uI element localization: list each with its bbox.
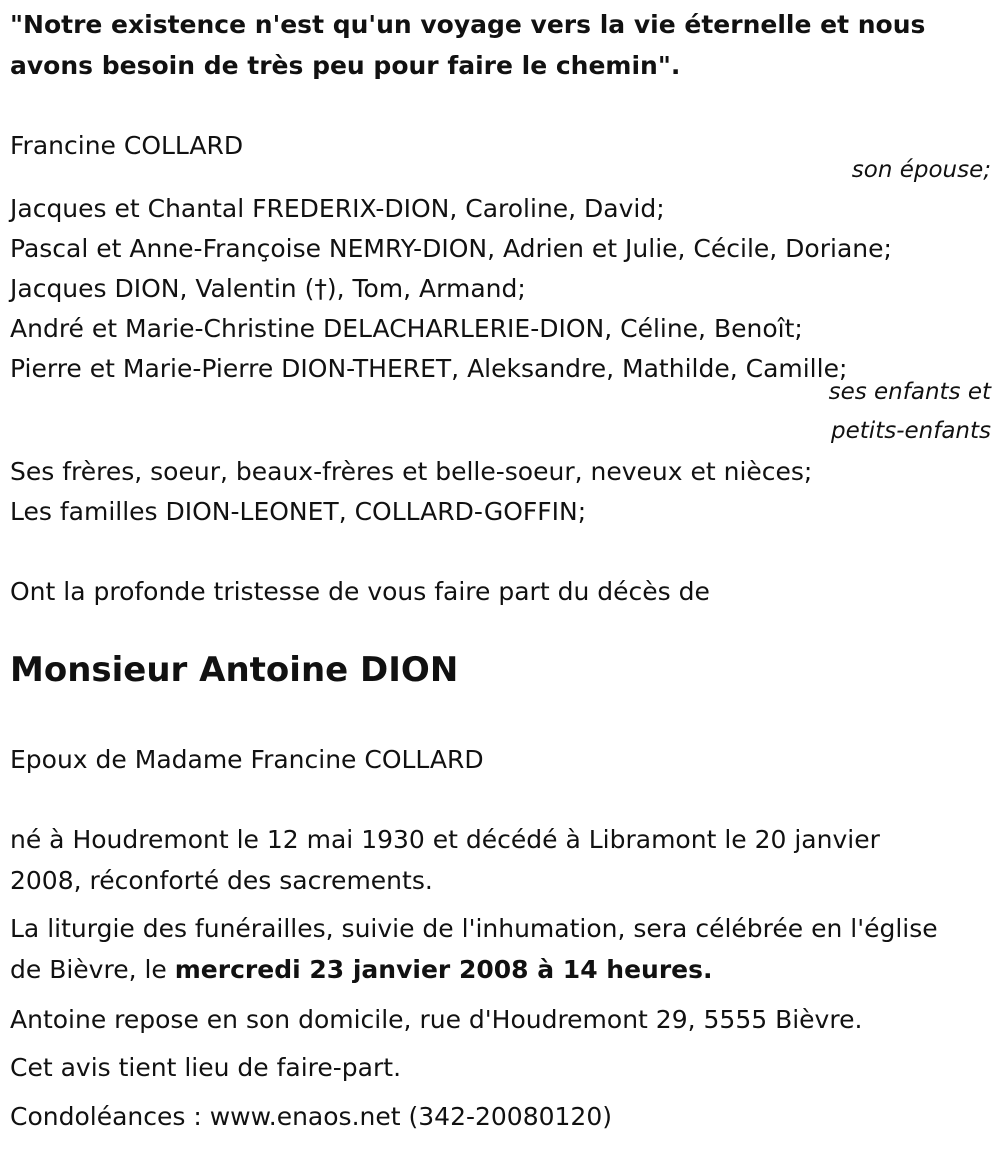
funeral-line-2-prefix: de Bièvre, le [10,955,175,984]
family-line-1: Ses frères, soeur, beaux-frères et belle-soeur, neveux et nièces; [10,457,813,486]
spouse-role: son épouse; [851,157,991,183]
children-line-1: Jacques et Chantal FREDERIX-DION, Caroline, David; [10,194,665,223]
condolences: Condoléances : www.enaos.net (342-20080120) [10,1102,612,1131]
children-role-line-1: ses enfants et [828,379,991,405]
deceased-name: Monsieur Antoine DION [10,650,459,690]
funeral-line-1: La liturgie des funérailles, suivie de l'inhumation, sera célébrée en l'église [10,914,938,943]
children-line-2: Pascal et Anne-Françoise NEMRY-DION, Adrien et Julie, Cécile, Doriane; [10,234,892,263]
birth-death-line-2: 2008, réconforté des sacrements. [10,866,433,895]
spouse-of: Epoux de Madame Francine COLLARD [10,745,484,774]
birth-death-line-1: né à Houdremont le 12 mai 1930 et décédé à Libramont le 20 janvier [10,825,880,854]
quote-line-1: "Notre existence n'est qu'un voyage vers la vie éternelle et nous [10,10,926,39]
funeral-line-2 [10,955,713,984]
children-role-line-2: petits-enfants [831,418,991,444]
funeral-date: mercredi 23 janvier 2008 à 14 heures. [174,955,713,984]
children-line-3: Jacques DION, Valentin (†), Tom, Armand; [10,274,526,303]
children-line-5: Pierre et Marie-Pierre DION-THERET, Aleksandre, Mathilde, Camille; [10,354,848,383]
spouse-name: Francine COLLARD [10,131,244,160]
family-line-2: Les familles DION-LEONET, COLLARD-GOFFIN; [10,497,587,526]
rest-location: Antoine repose en son domicile, rue d'Houdremont 29, 5555 Bièvre. [10,1005,863,1034]
quote-line-2: avons besoin de très peu pour faire le chemin". [10,51,681,80]
announcement: Ont la profonde tristesse de vous faire part du décès de [10,577,710,606]
notice: Cet avis tient lieu de faire-part. [10,1053,402,1082]
children-line-4: André et Marie-Christine DELACHARLERIE-DION, Céline, Benoît; [10,314,803,343]
